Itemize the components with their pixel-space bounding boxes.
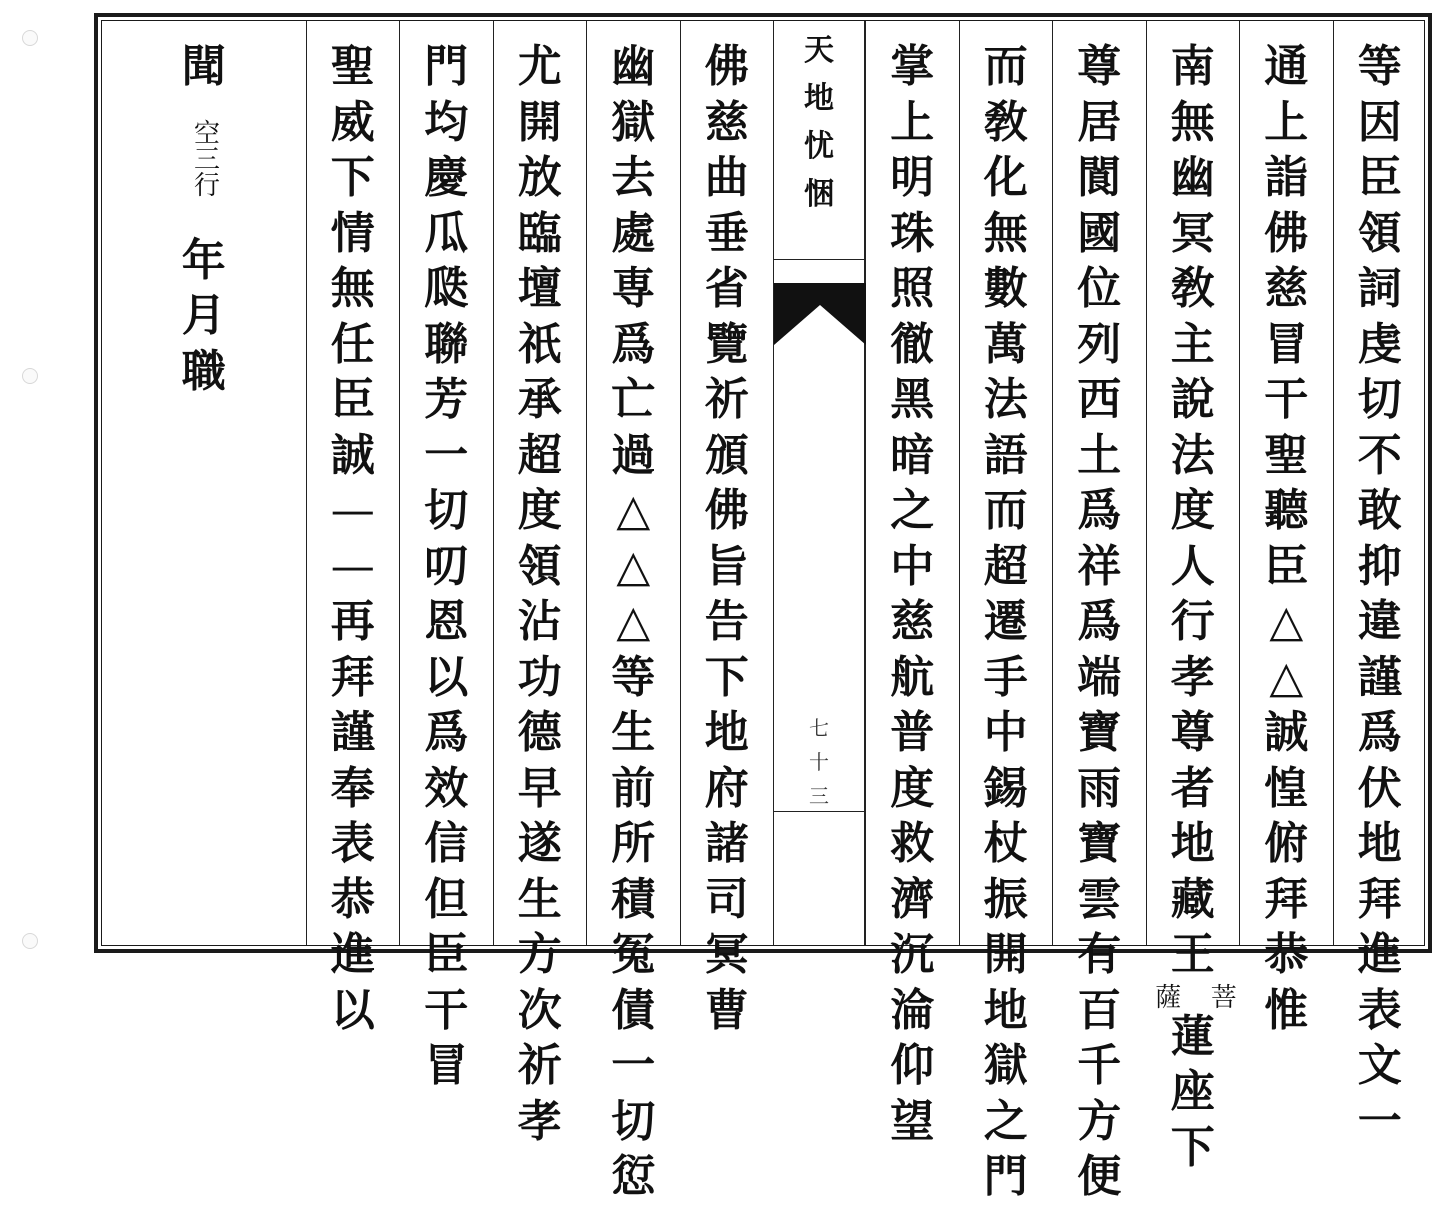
punch-hole-mark	[22, 30, 38, 46]
character: 沉	[890, 929, 935, 980]
character: 拜	[1357, 873, 1402, 925]
character: 功	[517, 651, 562, 703]
character: 叨	[424, 540, 469, 592]
character: 積	[611, 873, 656, 925]
character: 冥	[1170, 207, 1215, 259]
character: 覽	[704, 318, 749, 370]
character: 慶	[424, 152, 469, 203]
punch-hole-mark	[22, 368, 38, 384]
character: 再	[330, 596, 375, 647]
character: 恭	[330, 873, 375, 925]
character: 爲	[1077, 596, 1122, 647]
character: 垂	[704, 207, 749, 259]
text-column	[586, 21, 680, 1202]
character: 杖	[983, 818, 1028, 869]
character: 臣	[330, 374, 375, 425]
character: △	[616, 596, 651, 647]
character: 下	[1170, 1121, 1215, 1173]
character: 寶	[1077, 707, 1122, 758]
character: 之	[890, 485, 935, 536]
page-number-character: 十	[809, 750, 829, 774]
column-text	[1053, 39, 1146, 1202]
character: 孝	[517, 1095, 562, 1147]
character: 冒	[424, 1040, 469, 1091]
character: 次	[517, 984, 562, 1036]
character: 之	[983, 1095, 1028, 1147]
character: 均	[424, 96, 469, 148]
character: 無	[983, 207, 1028, 259]
character: 座	[1170, 1066, 1215, 1117]
character: 等	[1357, 41, 1402, 92]
character: 手	[983, 651, 1028, 703]
character: 空三行	[189, 118, 220, 197]
character: 干	[424, 984, 469, 1036]
page-number-character: 三	[809, 784, 829, 808]
character: 誠	[1264, 707, 1309, 758]
character: 掌	[890, 41, 935, 92]
character: 聽	[1264, 485, 1309, 536]
character: 度	[1170, 485, 1215, 536]
character: 債	[611, 984, 656, 1036]
character: 所	[611, 818, 656, 869]
character: 諸	[704, 818, 749, 869]
text-column	[1333, 21, 1427, 1147]
column-text	[960, 39, 1053, 1202]
character: 上	[1264, 96, 1309, 148]
character: 孝	[1170, 651, 1215, 703]
character: 蓮	[1170, 1010, 1215, 1062]
column-text	[400, 39, 493, 1091]
character: 濟	[890, 873, 935, 925]
character: 列	[1077, 318, 1122, 370]
character: 黑	[890, 374, 935, 425]
character: 者	[1170, 762, 1215, 814]
character: 爲	[1357, 707, 1402, 758]
character: 雨	[1077, 762, 1122, 814]
character: 但	[424, 873, 469, 925]
character: 切	[424, 485, 469, 536]
character: 淪	[890, 984, 935, 1036]
character: 謹	[330, 707, 375, 758]
character: 尤	[517, 41, 562, 92]
character: 上	[890, 96, 935, 148]
character: 臣	[1264, 540, 1309, 592]
character: 主	[1170, 318, 1215, 370]
character: 法	[1170, 429, 1215, 481]
character: 暗	[890, 429, 935, 481]
character: 度	[517, 485, 562, 536]
character: △	[616, 485, 651, 536]
document-frame	[94, 13, 1432, 1202]
character: 放	[517, 152, 562, 203]
character: 佛	[1264, 207, 1309, 259]
character: 開	[983, 929, 1028, 980]
character: 文	[1357, 1040, 1402, 1091]
character: 說	[1170, 374, 1215, 425]
column-text	[681, 39, 774, 1036]
character: 領	[1357, 207, 1402, 259]
character: 爲	[1077, 485, 1122, 536]
column-text	[866, 39, 959, 1147]
character: 一	[1357, 1095, 1402, 1147]
column-text	[1240, 39, 1333, 1036]
text-column	[493, 21, 587, 1147]
character: 航	[890, 651, 935, 703]
character: 下	[704, 651, 749, 703]
character: 遂	[517, 818, 562, 869]
divider-line	[774, 811, 864, 812]
character: 地	[704, 707, 749, 758]
character: 方	[517, 929, 562, 980]
character: 違	[1357, 596, 1402, 647]
character: 南	[1170, 41, 1215, 92]
character: 抑	[1357, 540, 1402, 592]
character: 祇	[517, 318, 562, 370]
character: 誠	[330, 429, 375, 481]
character: 門	[983, 1151, 1028, 1202]
character: 慈	[704, 96, 749, 148]
character: 因	[1357, 96, 1402, 148]
character: 便	[1077, 1151, 1122, 1202]
column-text	[1147, 39, 1240, 1173]
character: △	[616, 540, 651, 592]
character: 佛	[704, 41, 749, 92]
character: 旨	[704, 540, 749, 592]
character: 珠	[890, 207, 935, 259]
character: 獄	[983, 1040, 1028, 1091]
character: 曹	[704, 984, 749, 1036]
punch-hole-mark	[22, 933, 38, 949]
character: 切	[611, 1095, 656, 1147]
character: 地	[983, 984, 1028, 1036]
character: 仰	[890, 1040, 935, 1091]
character: 臣	[424, 929, 469, 980]
character: 威	[330, 96, 375, 148]
character: 祥	[1077, 540, 1122, 592]
column-text	[1334, 39, 1427, 1147]
character: 敎	[1170, 263, 1215, 314]
character: 芳	[424, 374, 469, 425]
character: △	[1269, 596, 1304, 647]
character: 雲	[1077, 873, 1122, 925]
character: 詞	[1357, 263, 1402, 314]
character: 愆	[611, 1151, 656, 1202]
character: 一	[424, 429, 469, 481]
character: 數	[983, 263, 1028, 314]
character: 恩	[424, 596, 469, 647]
character: 壇	[517, 263, 562, 314]
character: 寶	[1077, 818, 1122, 869]
character: 表	[1357, 984, 1402, 1036]
character: 職	[181, 345, 226, 397]
character: 下	[330, 152, 375, 203]
text-column	[1239, 21, 1333, 1036]
character: 照	[890, 263, 935, 314]
character: 亡	[611, 374, 656, 425]
character: 無	[1170, 96, 1215, 148]
character: 領	[517, 540, 562, 592]
character: 而	[983, 485, 1028, 536]
character: 前	[611, 762, 656, 814]
character: 情	[330, 207, 375, 259]
character: 信	[424, 818, 469, 869]
character: 幽	[611, 41, 656, 92]
character: 中	[983, 707, 1028, 758]
page-number-character: 七	[809, 716, 829, 740]
character: 法	[983, 374, 1028, 425]
character: 曲	[704, 152, 749, 203]
character: 土	[1077, 429, 1122, 481]
character: 慈	[890, 596, 935, 647]
character: 國	[1077, 207, 1122, 259]
character: 生	[517, 873, 562, 925]
column-text	[587, 39, 680, 1202]
character: 以	[424, 651, 469, 703]
text-column	[959, 21, 1053, 1202]
character: 語	[983, 429, 1028, 481]
text-column	[865, 21, 959, 1147]
character: 處	[611, 207, 656, 259]
character: 承	[517, 374, 562, 425]
character: △	[1269, 651, 1304, 703]
character: 臣	[1357, 152, 1402, 203]
character: 冒	[1264, 318, 1309, 370]
character: 以	[330, 984, 375, 1036]
center-fold-column	[773, 21, 865, 945]
character: 超	[517, 429, 562, 481]
character: 任	[330, 318, 375, 370]
character: 行	[1170, 596, 1215, 647]
character: 過	[611, 429, 656, 481]
character: 干	[1264, 374, 1309, 425]
title-character: 地	[804, 81, 834, 116]
character: 方	[1077, 1095, 1122, 1147]
character: 俯	[1264, 818, 1309, 869]
character: 百	[1077, 984, 1122, 1036]
character: 徹	[890, 318, 935, 370]
character: 有	[1077, 929, 1122, 980]
character: 開	[517, 96, 562, 148]
character: 爲	[611, 318, 656, 370]
character: —	[330, 540, 375, 592]
character: 惶	[1264, 762, 1309, 814]
text-column	[102, 21, 306, 945]
character: 德	[517, 707, 562, 758]
character: 冤	[611, 929, 656, 980]
character: 振	[983, 873, 1028, 925]
character: 化	[983, 152, 1028, 203]
column-text	[494, 39, 587, 1147]
character: 詣	[1264, 152, 1309, 203]
page-number	[774, 711, 864, 813]
character: 萬	[983, 318, 1028, 370]
character: 尊	[1077, 41, 1122, 92]
character: 千	[1077, 1040, 1122, 1091]
text-grid	[101, 20, 1425, 1202]
character: 司	[704, 873, 749, 925]
character: 敢	[1357, 485, 1402, 536]
character: 獄	[611, 96, 656, 148]
character: 生	[611, 707, 656, 758]
fishtail-mark-icon	[774, 283, 866, 345]
character: 恭	[1264, 929, 1309, 980]
character: 王	[1170, 929, 1215, 980]
character: 拜	[330, 651, 375, 703]
character: 専	[611, 263, 656, 314]
character: 月	[181, 290, 226, 341]
character: 瓞	[424, 263, 469, 314]
character: 地	[1357, 818, 1402, 869]
character: 伏	[1357, 762, 1402, 814]
character: 地	[1170, 818, 1215, 869]
character: 明	[890, 152, 935, 203]
character: 年	[181, 234, 226, 286]
character: 位	[1077, 263, 1122, 314]
character: 慈	[1264, 263, 1309, 314]
character: 端	[1077, 651, 1122, 703]
character: 謹	[1357, 651, 1402, 703]
character: 效	[424, 762, 469, 814]
character: 無	[330, 263, 375, 314]
character: 人	[1170, 540, 1215, 592]
character: 早	[517, 762, 562, 814]
character: 爲	[424, 707, 469, 758]
character: 敎	[983, 96, 1028, 148]
character: 閬	[1077, 152, 1122, 203]
character: 聖	[330, 41, 375, 92]
character: 尊	[1170, 707, 1215, 758]
character: 通	[1264, 41, 1309, 92]
character: 切	[1357, 374, 1402, 425]
column-text	[102, 39, 306, 935]
character: 瓜	[424, 207, 469, 259]
character: 沾	[517, 596, 562, 647]
character: 進	[1357, 929, 1402, 980]
character: 幽	[1170, 152, 1215, 203]
character: 祈	[704, 374, 749, 425]
character: 等	[611, 651, 656, 703]
character: 去	[611, 152, 656, 203]
character: 拜	[1264, 873, 1309, 925]
character: 虔	[1357, 318, 1402, 370]
character: 惟	[1264, 984, 1309, 1036]
character: 中	[890, 540, 935, 592]
character: 門	[424, 41, 469, 92]
character: 普	[890, 707, 935, 758]
text-column	[1146, 21, 1240, 1173]
character: 進	[330, 929, 375, 980]
text-column	[680, 21, 774, 1036]
column-text	[307, 39, 400, 1036]
character: 聖	[1264, 429, 1309, 481]
divider-line	[774, 259, 864, 260]
character: 居	[1077, 96, 1122, 148]
title-character: 天	[804, 33, 834, 68]
center-title	[774, 27, 864, 219]
character: 而	[983, 41, 1028, 92]
character: 府	[704, 762, 749, 814]
character: 西	[1077, 374, 1122, 425]
text-column	[1052, 21, 1146, 1202]
character: 告	[704, 596, 749, 647]
character: —	[330, 485, 375, 536]
character: 度	[890, 762, 935, 814]
character: 一	[611, 1040, 656, 1091]
character: 頒	[704, 429, 749, 481]
character: 冥	[704, 929, 749, 980]
text-column	[306, 21, 400, 1036]
character: 佛	[704, 485, 749, 536]
character: 救	[890, 818, 935, 869]
text-column	[399, 21, 493, 1091]
character: 祈	[517, 1040, 562, 1091]
character: 不	[1357, 429, 1402, 481]
character: 臨	[517, 207, 562, 259]
character: 遷	[983, 596, 1028, 647]
character: 菩薩	[1150, 982, 1237, 1009]
character: 望	[890, 1095, 935, 1147]
character: 藏	[1170, 873, 1215, 925]
character: 省	[704, 263, 749, 314]
character: 表	[330, 818, 375, 869]
character: 聞	[181, 41, 226, 92]
character: 超	[983, 540, 1028, 592]
character: 錫	[983, 762, 1028, 814]
title-character: 忧	[804, 129, 834, 164]
character: 奉	[330, 762, 375, 814]
character: 聯	[424, 318, 469, 370]
title-character: 悃	[804, 177, 834, 212]
